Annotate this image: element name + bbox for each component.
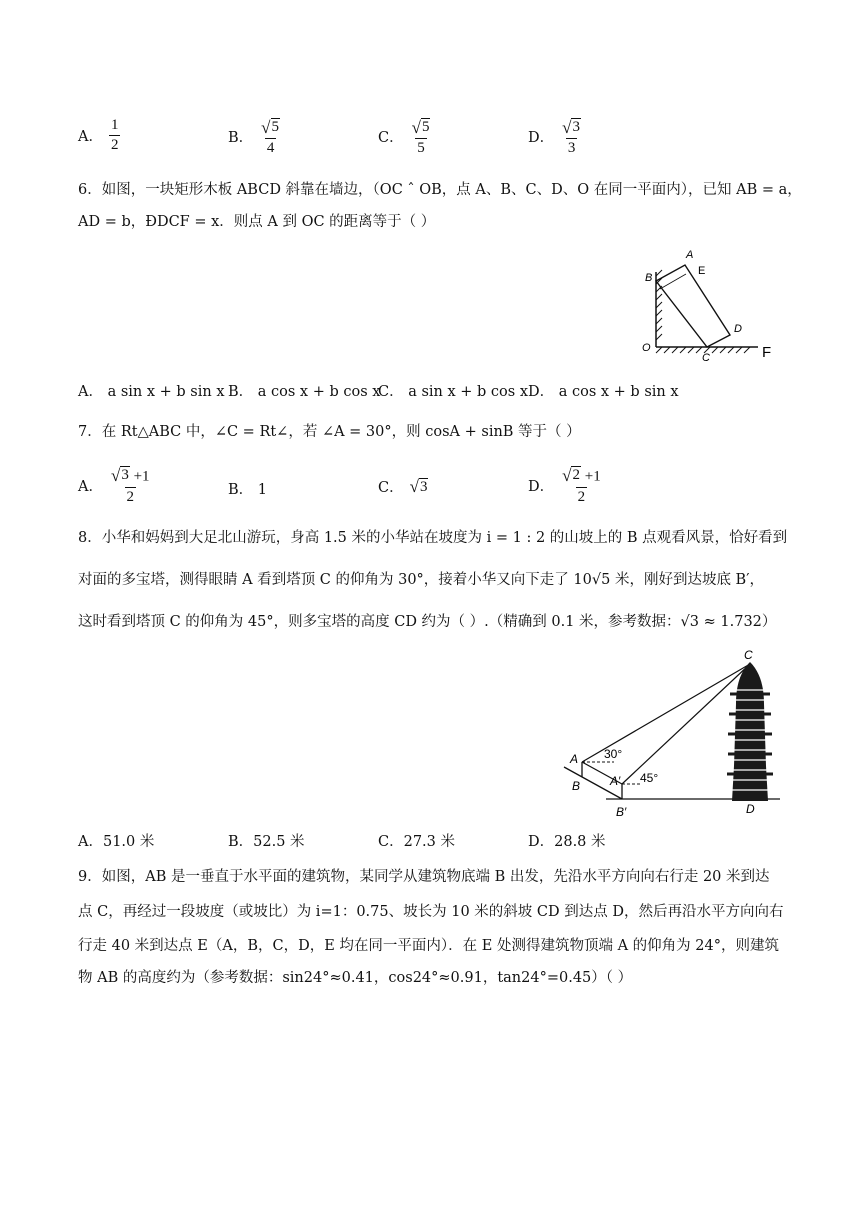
q7-stem: 7．在 Rt△ABC 中，∠C = Rt∠，若 ∠A = 30°，则 cosA + sinB 等于（ ） <box>78 424 581 440</box>
fraction <box>560 466 603 505</box>
q9-stem-line-1: 9．如图，AB 是一垂直于水平面的建筑物，某同学从建筑物底端 B 出发，先沿水平方向向右行走 20 米到达 <box>78 869 770 885</box>
sight-line-a2 <box>622 664 750 784</box>
q6-option-d: D． a cos x + b sin x <box>528 384 679 400</box>
label-D: D <box>734 323 742 335</box>
label-D: D <box>746 802 755 816</box>
label-B-prime: B′ <box>616 805 627 819</box>
option-label: B． <box>228 130 254 147</box>
angle-label-30: 30° <box>604 747 623 761</box>
q6-option-b: B． a cos x + b cos x <box>228 384 381 400</box>
q7-option-a <box>78 466 152 505</box>
numerator: 1 <box>110 117 119 133</box>
label-B: B <box>645 272 653 284</box>
label-A-prime: A′ <box>610 774 621 788</box>
numerator: √ 5 <box>261 117 279 137</box>
q8-option-c: C．27.3 米 <box>378 834 455 850</box>
option-label: D． <box>528 130 555 147</box>
denominator: 2 <box>577 488 586 505</box>
fraction <box>109 466 152 505</box>
denominator: 4 <box>266 139 275 156</box>
q9-stem-line-4: 物 AB 的高度约为（参考数据：sin24°≈0.41，cos24°≈0.91，tan24°=0.45）（ ） <box>78 970 633 986</box>
denominator: 5 <box>417 139 425 156</box>
radicand: 5 <box>421 119 430 135</box>
fraction <box>259 118 282 156</box>
q6-option-c: C． a sin x + b cos x <box>378 384 528 400</box>
q9-stem-line-2: 点 C，再经过一段坡度（或坡比）为 i=1：0.75、坡长为 10 米的斜坡 CD 到达点 D，然后再沿水平方向向右 <box>78 904 784 920</box>
q9-stem-line-3: 行走 40 米到达点 E（A，B，C，D，E 均在同一平面内）．在 E 处测得建筑物顶端 A 的仰角为 24°，则建筑 <box>78 938 779 954</box>
q5-option-d <box>528 118 583 156</box>
q6-stem-line-2: AD = b，ÐDCF = x．则点 A 到 OC 的距离等于（ ） <box>78 214 436 230</box>
option-label: C． <box>378 480 404 496</box>
fraction <box>410 118 433 156</box>
q6-figure <box>636 244 786 368</box>
q7-option-c <box>378 476 428 497</box>
label-F: F <box>762 344 772 361</box>
radical: √ 3 <box>409 477 428 497</box>
q8-option-b: B．52.5 米 <box>228 834 305 850</box>
pagoda-illustration <box>727 662 773 801</box>
option-label: A． <box>78 129 103 145</box>
q6-option-a: A． a sin x + b sin x <box>78 384 225 400</box>
q7-option-d <box>528 466 603 505</box>
radicand: 2 <box>572 467 580 483</box>
numerator-rest: +1 <box>129 468 150 485</box>
angle-label-45: 45° <box>640 771 659 785</box>
label-O: O <box>642 342 651 354</box>
q8-stem-line-2: 对面的多宝塔，测得眼睛 A 看到塔顶 C 的仰角为 30°，接着小华又向下走了 10√5 米，刚好到达坡底 B′， <box>78 572 764 588</box>
numerator <box>560 466 603 487</box>
label-A: A <box>570 752 579 766</box>
q5-option-a <box>78 118 120 153</box>
option-label: C． <box>378 130 404 147</box>
denominator: 3 <box>567 139 576 156</box>
label-B: B <box>572 779 581 793</box>
radicand: 3 <box>419 478 428 495</box>
fraction <box>109 118 121 153</box>
radical: √ 2 <box>562 465 580 485</box>
q5-option-b <box>228 118 282 156</box>
label-C: C <box>702 352 710 364</box>
radical: √ 3 <box>110 465 129 485</box>
radicand: 3 <box>572 119 580 135</box>
denominator: 2 <box>126 488 135 505</box>
label-E: E <box>698 265 706 277</box>
numerator <box>109 466 152 487</box>
q6-stem-line-1: 6．如图，一块矩形木板 ABCD 斜靠在墙边，（OC ˆ OB，点 A、B、C、D、O 在同一平面内），已知 AB = a， <box>78 182 802 198</box>
label-A: A <box>686 249 694 261</box>
radicand: 3 <box>121 467 129 483</box>
fraction <box>560 118 583 156</box>
q8-stem-line-3: 这时看到塔顶 C 的仰角为 45°，则多宝塔的高度 CD 约为（ ）.（精确到 0.1 米，参考数据：√3 ≈ 1.732） <box>78 614 777 630</box>
q8-option-d: D．28.8 米 <box>528 834 606 850</box>
radicand: 5 <box>271 119 279 135</box>
option-label: D． <box>528 478 555 495</box>
numerator-rest: +1 <box>580 468 601 485</box>
option-label: A． <box>78 478 103 495</box>
q5-option-c <box>378 118 432 156</box>
denominator: 2 <box>110 137 119 153</box>
q8-stem-line-1: 8．小华和妈妈到大足北山游玩，身高 1.5 米的小华站在坡度为 i = 1 : 2 的山坡上的 B 点观看风景，恰好看到 <box>78 530 788 546</box>
numerator: √ 5 <box>411 117 430 137</box>
label-C: C <box>744 648 753 662</box>
board-rectangle <box>656 265 730 347</box>
q7-option-b: B． 1 <box>228 482 267 498</box>
q8-figure <box>558 646 786 822</box>
numerator: √ 3 <box>562 117 580 137</box>
q8-option-a: A．51.0 米 <box>78 834 155 850</box>
